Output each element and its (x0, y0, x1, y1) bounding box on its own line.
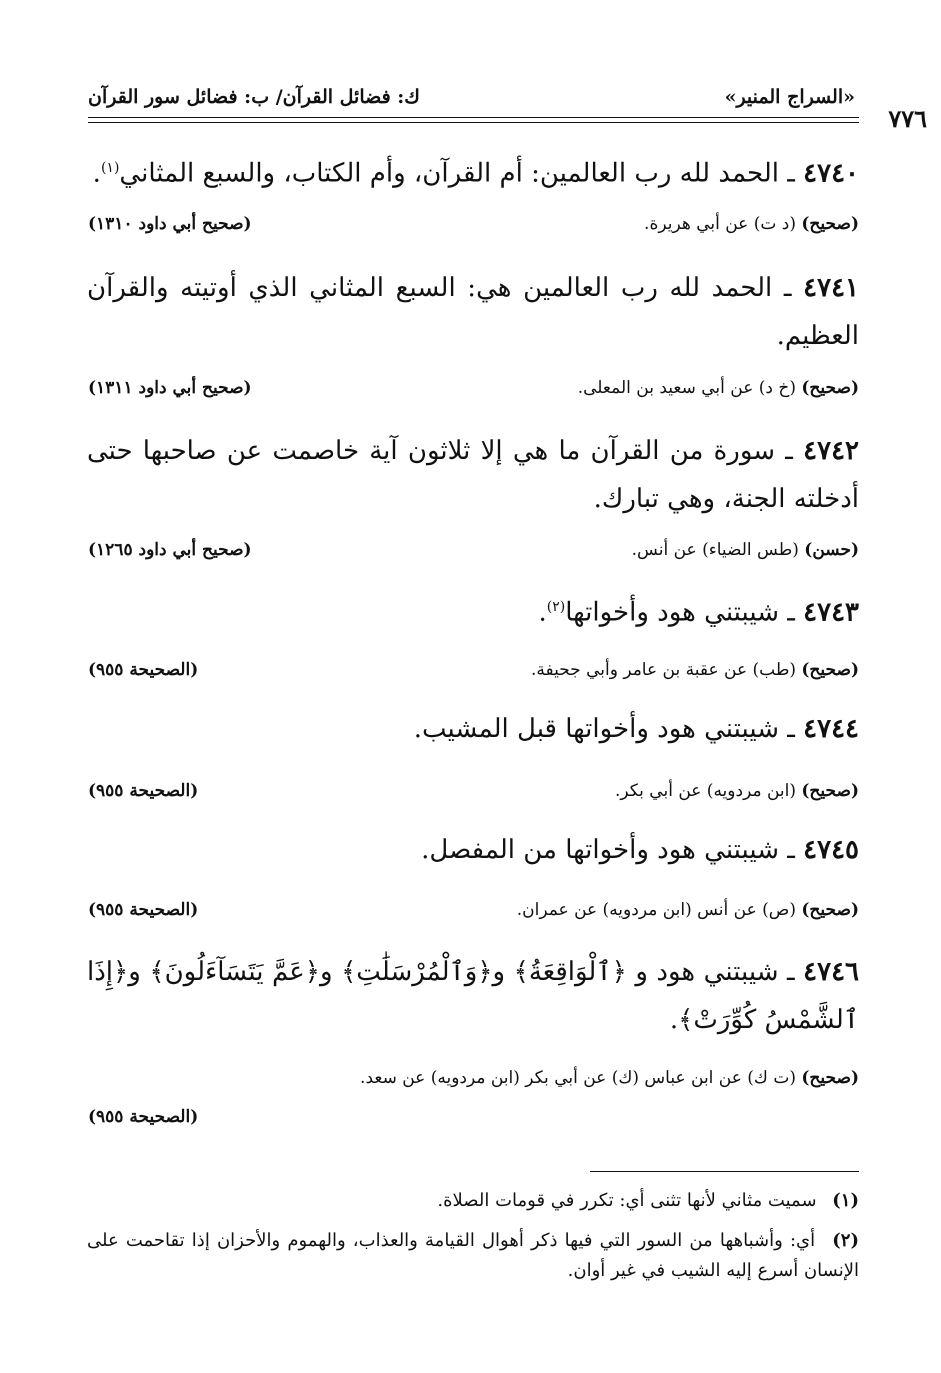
hadith-source-4746 (259, 1068, 859, 1088)
hadith-source-4741 (539, 378, 859, 398)
footnote-text: أي: وأشباهها من السور التي فيها ذكر أهوال القيامة والعذاب، والهموم والأحزان إذا تقاحمت على الإنسان أسرع إليه الشيب في غير أوان. (87, 1230, 859, 1281)
hadith-number: ٤٧٤٢ (803, 436, 860, 466)
hadith-text: ـ شيبتني هود و ﴿ٱلْوَاقِعَةُ﴾ و﴿وَٱلْمُرْسَلَٰتِ﴾ و﴿عَمَّ يَتَسَآءَلُونَ﴾ و﴿إِذَا ٱلشَّمْسُ كُوِّرَتْ﴾. (87, 957, 859, 1035)
hadith-entry-4746 (87, 948, 859, 1044)
hadith-narrator: (طب) عن عقبة بن عامر وأبي جحيفة. (530, 660, 796, 680)
footnote-1 (87, 1186, 859, 1216)
page-number: ٧٧٦ (888, 104, 927, 133)
header-rule-bottom (88, 122, 859, 123)
hadith-number: ٤٧٤١ (803, 273, 860, 303)
hadith-text: ـ الحمد لله رب العالمين: أم القرآن، وأم الكتاب، والسبع المثاني (119, 158, 795, 189)
hadith-source-4742 (539, 540, 859, 560)
book-title: «السراج المنير» (724, 86, 855, 108)
hadith-reference-4746: (الصحيحة ٩٥٥) (88, 1107, 199, 1127)
hadith-narrator: (ص) عن أنس (ابن مردويه) عن عمران. (516, 900, 796, 920)
hadith-narrator: (ت ك) عن ابن عباس (ك) عن أبي بكر (ابن مردويه) عن سعد. (360, 1068, 796, 1088)
hadith-source-4745 (499, 900, 859, 920)
hadith-grade: (صحيح) (801, 378, 859, 398)
hadith-number: ٤٧٤٥ (803, 835, 859, 865)
hadith-narrator: (طس الضياء) عن أنس. (631, 540, 799, 560)
header-rule-top (88, 117, 859, 118)
hadith-source-4744 (539, 781, 859, 801)
hadith-reference-4745: (الصحيحة ٩٥٥) (88, 900, 199, 920)
hadith-end: . (538, 597, 547, 628)
footnote-text: سميت مثاني لأنها تثنى أي: تكرر في قومات الصلاة. (437, 1190, 817, 1211)
hadith-text: ـ الحمد لله رب العالمين هي: السبع المثاني الذي أوتيته والقرآن العظيم. (87, 273, 859, 351)
hadith-entry-4740 (87, 144, 859, 198)
hadith-reference-4741: (صحيح أبي داود ١٣١١) (88, 378, 252, 398)
hadith-number: ٤٧٤٤ (803, 714, 859, 744)
hadith-grade: (صحيح) (801, 1068, 859, 1088)
hadith-reference-4743: (الصحيحة ٩٥٥) (88, 660, 199, 680)
hadith-narrator: (د ت) عن أبي هريرة. (644, 214, 796, 234)
hadith-source-4743 (530, 660, 859, 680)
hadith-grade: (صحيح) (801, 781, 859, 801)
hadith-reference-4742: (صحيح أبي داود ١٢٦٥) (88, 540, 252, 560)
hadith-entry-4741 (87, 264, 859, 360)
hadith-reference-4744: (الصحيحة ٩٥٥) (88, 781, 199, 801)
hadith-entry-4743 (87, 583, 859, 637)
footnote-marker: (١) (100, 160, 120, 176)
footnote-mark: (٢) (832, 1230, 859, 1251)
hadith-text: ـ شيبتني هود وأخواتها من المفصل. (421, 835, 795, 865)
hadith-reference-4740: (صحيح أبي داود ١٣١٠) (88, 214, 252, 234)
hadith-entry-4745 (87, 826, 859, 874)
footnote-marker: (٢) (546, 599, 566, 615)
footnote-mark: (١) (832, 1190, 859, 1211)
hadith-number: ٤٧٤٦ (803, 957, 860, 987)
hadith-grade: (صحيح) (801, 214, 859, 234)
hadith-narrator: (خ د) عن أبي سعيد بن المعلى. (577, 378, 796, 398)
hadith-narrator: (ابن مردويه) عن أبي بكر. (614, 781, 796, 801)
hadith-end: . (92, 158, 101, 189)
hadith-text: ـ شيبتني هود وأخواتها (565, 597, 795, 628)
hadith-number: ٤٧٤٣ (803, 597, 859, 628)
hadith-number: ٤٧٤٠ (803, 158, 859, 189)
hadith-entry-4742 (87, 427, 859, 523)
hadith-text: ـ سورة من القرآن ما هي إلا ثلاثون آية خاصمت عن صاحبها حتى أدخلته الجنة، وهي تبارك. (87, 436, 859, 514)
hadith-source-4740 (539, 214, 859, 234)
footnote-separator (590, 1171, 859, 1172)
footnote-2 (87, 1226, 859, 1286)
hadith-grade: (حسن) (804, 540, 859, 560)
section-title: ك: فضائل القرآن/ ب: فضائل سور القرآن (88, 86, 420, 108)
hadith-entry-4744 (87, 705, 859, 753)
hadith-text: ـ شيبتني هود وأخواتها قبل المشيب. (413, 714, 795, 744)
hadith-grade: (صحيح) (801, 660, 859, 680)
hadith-grade: (صحيح) (801, 900, 859, 920)
